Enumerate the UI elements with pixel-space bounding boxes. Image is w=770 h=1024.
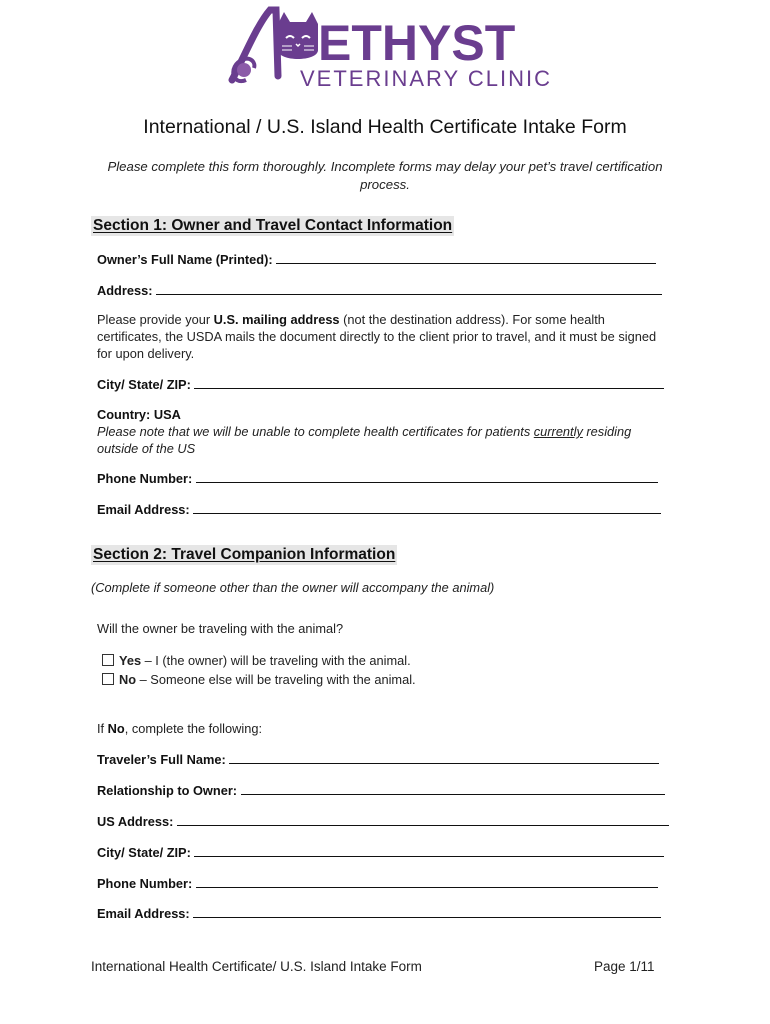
clinic-logo	[226, 6, 553, 92]
city-label: City/ State/ ZIP:	[97, 377, 191, 392]
address-field[interactable]	[97, 283, 662, 298]
email-field[interactable]	[97, 502, 661, 517]
address-label: Address:	[97, 283, 153, 298]
traveler-name-field[interactable]	[97, 752, 659, 767]
logo-name: ETHYST	[318, 15, 516, 71]
email-label: Email Address:	[97, 502, 190, 517]
logo-subtitle: VETERINARY CLINIC	[300, 66, 553, 91]
if-no-instruction: If No, complete the following:	[97, 721, 263, 736]
country-block	[97, 406, 667, 457]
city-field[interactable]	[97, 377, 664, 392]
yes-option[interactable]: Yes – I (the owner) will be traveling with the animal.	[102, 653, 411, 668]
owner-name-line[interactable]	[276, 252, 656, 264]
traveler-email-label: Email Address:	[97, 906, 190, 921]
email-line[interactable]	[193, 502, 661, 514]
traveler-email-line[interactable]	[193, 906, 661, 918]
us-address-label: US Address:	[97, 814, 174, 829]
no-option[interactable]: No – Someone else will be traveling with the animal.	[102, 672, 416, 687]
country-note: Please note that we will be unable to complete health certificates for patients currently residing outside of the US	[97, 424, 632, 456]
relationship-field[interactable]	[97, 783, 665, 798]
logo-gem-icon	[237, 63, 251, 77]
traveler-city-field[interactable]	[97, 845, 664, 860]
traveler-email-field[interactable]	[97, 906, 661, 921]
us-address-line[interactable]	[177, 814, 669, 826]
relationship-label: Relationship to Owner:	[97, 783, 238, 798]
traveler-phone-line[interactable]	[196, 876, 658, 888]
phone-line[interactable]	[196, 471, 658, 483]
traveler-city-label: City/ State/ ZIP:	[97, 845, 191, 860]
relationship-line[interactable]	[241, 783, 665, 795]
section2-note: (Complete if someone other than the owner will accompany the animal)	[91, 580, 495, 595]
owner-name-label: Owner’s Full Name (Printed):	[97, 252, 273, 267]
page-number: Page 1/11	[594, 959, 655, 974]
traveler-city-line[interactable]	[194, 845, 664, 857]
footer-form-name: International Health Certificate/ U.S. Island Intake Form	[91, 959, 422, 974]
phone-label: Phone Number:	[97, 471, 193, 486]
no-checkbox[interactable]	[102, 673, 114, 685]
traveler-name-label: Traveler’s Full Name:	[97, 752, 226, 767]
traveler-phone-label: Phone Number:	[97, 876, 193, 891]
city-line[interactable]	[194, 377, 664, 389]
yes-checkbox[interactable]	[102, 654, 114, 666]
traveler-phone-field[interactable]	[97, 876, 658, 891]
address-note: Please provide your U.S. mailing address (not the destination address). For some health certificates, the USDA mails the document directly to the client prior to travel, and it must be signed for upon delivery.	[97, 312, 657, 361]
form-intro: Please complete this form thoroughly. Incomplete forms may delay your pet’s travel certification process.	[107, 159, 663, 192]
section1-heading: Section 1: Owner and Travel Contact Information	[93, 217, 453, 234]
address-line[interactable]	[156, 283, 662, 295]
country-label: Country: USA	[97, 407, 181, 422]
owner-travel-question: Will the owner be traveling with the animal?	[97, 621, 344, 636]
us-address-field[interactable]	[97, 814, 669, 829]
owner-name-field[interactable]	[97, 252, 656, 267]
form-title: International / U.S. Island Health Certificate Intake Form	[143, 116, 627, 138]
traveler-name-line[interactable]	[229, 752, 659, 764]
phone-field[interactable]	[97, 471, 658, 486]
section2-heading: Section 2: Travel Companion Information	[93, 546, 396, 563]
